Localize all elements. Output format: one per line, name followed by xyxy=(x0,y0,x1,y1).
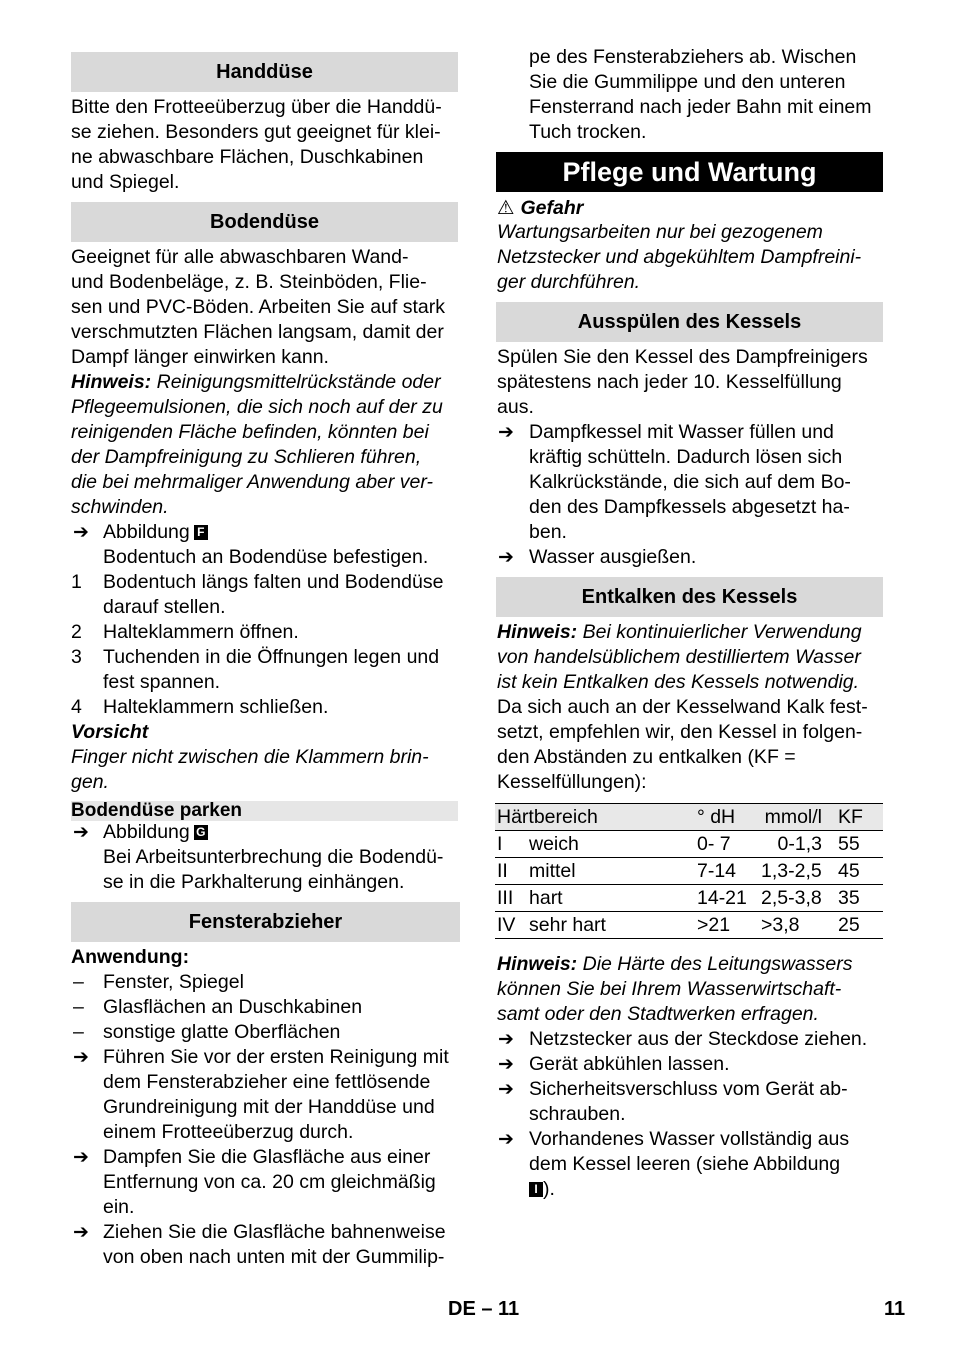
abbildung-ref xyxy=(103,520,208,545)
arrow-item-line: den des Dampfkessels abgesetzt ha- xyxy=(529,496,850,518)
table-cell: 0-1,3 xyxy=(759,831,836,858)
paragraph-line: Kesselfüllungen): xyxy=(497,771,647,793)
hinweis-line: samt oder den Stadtwerken erfragen. xyxy=(497,1003,819,1025)
paragraph-line: spätestens nach jeder 10. Kesselfüllung xyxy=(497,371,842,393)
arrow-icon: ➔ xyxy=(498,1029,514,1050)
table-cell: III xyxy=(495,885,527,912)
gefahr-heading xyxy=(497,196,583,221)
arrow-item-line: Entfernung von ca. 20 cm gleichmäßig xyxy=(103,1171,436,1193)
hinweis-text: Bei kontinuierlicher Verwendung xyxy=(577,621,862,643)
heading-ausspuelen: Ausspülen des Kessels xyxy=(496,302,883,342)
gefahr-line: Netzstecker und abgekühltem Dampfreini- xyxy=(497,246,862,268)
page-footer-center: DE – 11 xyxy=(448,1298,520,1320)
table-cell: II xyxy=(495,858,527,885)
paragraph-line: se in die Parkhalterung einhängen. xyxy=(103,871,405,893)
arrow-item-line: Vorhandenes Wasser vollständig aus xyxy=(529,1128,850,1150)
arrow-item-line: Führen Sie vor der ersten Reinigung mit xyxy=(103,1046,449,1068)
paragraph-line: Tuch trocken. xyxy=(529,121,647,143)
vorsicht-label: Vorsicht xyxy=(71,721,149,743)
table-cell: 7-14 xyxy=(695,858,759,885)
abbildung-label: Abbildung xyxy=(103,521,190,543)
step-text: Halteklammern öffnen. xyxy=(103,621,299,643)
paragraph-line: Bei Arbeitsunterbrechung die Bodendü- xyxy=(103,846,444,868)
step-number: 4 xyxy=(71,696,82,718)
arrow-item-line: Netzstecker aus der Steckdose ziehen. xyxy=(529,1028,868,1050)
table-header: Härtbereich xyxy=(495,804,695,831)
gefahr-line: Wartungsarbeiten nur bei gezogenem xyxy=(497,221,823,243)
abbildung-ref xyxy=(529,1177,555,1202)
arrow-item-line: Dampfen Sie die Glasfläche aus einer xyxy=(103,1146,431,1168)
arrow-item-line: Dampfkessel mit Wasser füllen und xyxy=(529,421,834,443)
table-cell: hart xyxy=(527,885,695,912)
table-cell: 0- 7 xyxy=(695,831,759,858)
abbildung-label: Abbildung xyxy=(103,821,190,843)
arrow-item-line: dem Kessel leeren (siehe Abbildung xyxy=(529,1153,841,1175)
table-cell: 35 xyxy=(836,885,883,912)
closing-paren: ). xyxy=(543,1178,555,1200)
warning-triangle-icon: ⚠ xyxy=(497,197,515,219)
heading-pflege-und-wartung: Pflege und Wartung xyxy=(496,152,883,192)
heading-handduese: Handdüse xyxy=(71,52,458,92)
table-cell: >3,8 xyxy=(759,912,836,939)
table-header: KF xyxy=(836,804,883,831)
table-cell: 14-21 xyxy=(695,885,759,912)
heading-bodenduese: Bodendüse xyxy=(71,202,458,242)
figure-i-icon: I xyxy=(529,1182,543,1197)
paragraph-line: und Spiegel. xyxy=(71,171,180,193)
arrow-icon: ➔ xyxy=(498,422,514,443)
hinweis-line: schwinden. xyxy=(71,496,169,518)
paragraph-line: aus. xyxy=(497,396,534,418)
hinweis-line: können Sie bei Ihrem Wasserwirtschaft- xyxy=(497,978,842,1000)
table-cell: weich xyxy=(527,831,695,858)
hinweis-note xyxy=(71,370,441,395)
paragraph-line: sen und PVC-Böden. Arbeiten Sie auf stark xyxy=(71,296,445,318)
hinweis-line: von handelsüblichem destilliertem Wasser xyxy=(497,646,861,668)
paragraph-line: Bitte den Frotteeüberzug über die Handdü- xyxy=(71,96,442,118)
arrow-item-line: Ziehen Sie die Glasfläche bahnenweise xyxy=(103,1221,446,1243)
paragraph-line: Sie die Gummilippe und den unteren xyxy=(529,71,846,93)
table-cell: 25 xyxy=(836,912,883,939)
figure-f-icon: F xyxy=(194,525,208,540)
arrow-icon: ➔ xyxy=(73,1222,89,1243)
dash-bullet: – xyxy=(73,971,84,993)
hinweis-line: Pflegeemulsionen, die sich noch auf der zu xyxy=(71,396,443,418)
dash-bullet: – xyxy=(73,996,84,1018)
table-header: ° dH xyxy=(695,804,759,831)
hardness-table xyxy=(495,803,883,939)
page-number: 11 xyxy=(884,1298,906,1320)
hinweis-line: die bei mehrmaliger Anwendung aber ver- xyxy=(71,471,434,493)
paragraph-line: Fensterrand nach jeder Bahn mit einem xyxy=(529,96,872,118)
table-cell: mittel xyxy=(527,858,695,885)
table-cell: >21 xyxy=(695,912,759,939)
hinweis-label: Hinweis: xyxy=(497,621,578,643)
step-text: fest spannen. xyxy=(103,671,221,693)
arrow-item-line: Grundreinigung mit der Handdüse und xyxy=(103,1096,435,1118)
hinweis-line: reinigenden Fläche befinden, könnten bei xyxy=(71,421,429,443)
table-row xyxy=(495,858,883,885)
step-text: Tuchenden in die Öffnungen legen und xyxy=(103,646,440,668)
step-number: 2 xyxy=(71,621,82,643)
arrow-icon: ➔ xyxy=(73,1047,89,1068)
table-row xyxy=(495,912,883,939)
dash-bullet: – xyxy=(73,1021,84,1043)
table-cell: IV xyxy=(495,912,527,939)
table-cell: 1,3-2,5 xyxy=(759,858,836,885)
heading-entkalken: Entkalken des Kessels xyxy=(496,577,883,617)
arrow-item-line: schrauben. xyxy=(529,1103,626,1125)
paragraph-line: Geeignet für alle abwaschbaren Wand- xyxy=(71,246,409,268)
step-text: Bodentuch längs falten und Bodendüse xyxy=(103,571,444,593)
paragraph-line: setzt, empfehlen wir, den Kessel in folgen- xyxy=(497,721,863,743)
paragraph-line: verschmutzten Flächen langsam, damit der xyxy=(71,321,444,343)
paragraph-line: se ziehen. Besonders gut geeignet für klei- xyxy=(71,121,441,143)
table-cell: 2,5-3,8 xyxy=(759,885,836,912)
abbildung-ref xyxy=(103,820,208,845)
hinweis-label: Hinweis: xyxy=(497,953,578,975)
paragraph-line: pe des Fensterabziehers ab. Wischen xyxy=(529,46,857,68)
paragraph-line: ne abwaschbare Flächen, Duschkabinen xyxy=(71,146,424,168)
arrow-item-line: einem Frotteeüberzug durch. xyxy=(103,1121,354,1143)
arrow-item-line: Sicherheitsverschluss vom Gerät ab- xyxy=(529,1078,848,1100)
figure-g-icon: G xyxy=(194,825,208,840)
paragraph-line: Spülen Sie den Kessel des Dampfreinigers xyxy=(497,346,868,368)
dash-item: Glasflächen an Duschkabinen xyxy=(103,996,363,1018)
step-number: 3 xyxy=(71,646,82,668)
arrow-icon: ➔ xyxy=(498,547,514,568)
step-text: darauf stellen. xyxy=(103,596,226,618)
hinweis-text: Reinigungsmittelrückstände oder xyxy=(151,371,441,393)
arrow-item-line: ben. xyxy=(529,521,567,543)
arrow-item-line: Kalkrückstände, die sich auf dem Bo- xyxy=(529,471,851,493)
dash-item: Fenster, Spiegel xyxy=(103,971,244,993)
arrow-icon: ➔ xyxy=(498,1054,514,1075)
table-cell: 45 xyxy=(836,858,883,885)
table-cell: I xyxy=(495,831,527,858)
arrow-icon: ➔ xyxy=(498,1079,514,1100)
hinweis-line: ist kein Entkalken des Kessels notwendig. xyxy=(497,671,860,693)
paragraph-line: Da sich auch an der Kesselwand Kalk fest- xyxy=(497,696,868,718)
step-number: 1 xyxy=(71,571,82,593)
arrow-item-line: dem Fensterabzieher eine fettlösende xyxy=(103,1071,431,1093)
heading-fensterabzieher: Fensterabzieher xyxy=(71,902,460,942)
heading-bodenduese-parken: Bodendüse parken xyxy=(71,801,458,821)
paragraph-line: Dampf länger einwirken kann. xyxy=(71,346,329,368)
table-header-row xyxy=(495,804,883,831)
table-cell: sehr hart xyxy=(527,912,695,939)
abbildung-text: Bodentuch an Bodendüse befestigen. xyxy=(103,546,429,568)
hinweis-note xyxy=(497,952,852,977)
table-cell: 55 xyxy=(836,831,883,858)
gefahr-label: Gefahr xyxy=(520,197,584,219)
step-text: Halteklammern schließen. xyxy=(103,696,329,718)
vorsicht-line: gen. xyxy=(71,771,109,793)
vorsicht-line: Finger nicht zwischen die Klammern brin- xyxy=(71,746,429,768)
arrow-item-line: kräftig schütteln. Dadurch lösen sich xyxy=(529,446,843,468)
table-row xyxy=(495,885,883,912)
table-header: mmol/l xyxy=(759,804,836,831)
dash-item: sonstige glatte Oberflächen xyxy=(103,1021,341,1043)
arrow-item-line: Gerät abkühlen lassen. xyxy=(529,1053,730,1075)
anwendung-label: Anwendung: xyxy=(71,946,190,968)
hinweis-label: Hinweis: xyxy=(71,371,152,393)
hinweis-note xyxy=(497,620,862,645)
hinweis-text: Die Härte des Leitungswassers xyxy=(577,953,853,975)
arrow-icon: ➔ xyxy=(73,1147,89,1168)
arrow-item-line: von oben nach unten mit der Gummilip- xyxy=(103,1246,445,1268)
paragraph-line: den Abständen zu entkalken (KF = xyxy=(497,746,796,768)
paragraph-line: und Bodenbeläge, z. B. Steinböden, Flie- xyxy=(71,271,427,293)
table-row xyxy=(495,831,883,858)
arrow-item-line: Wasser ausgießen. xyxy=(529,546,697,568)
hinweis-line: der Dampfreinigung zu Schlieren führen, xyxy=(71,446,422,468)
arrow-item-line: ein. xyxy=(103,1196,135,1218)
arrow-icon: ➔ xyxy=(73,522,89,543)
arrow-icon: ➔ xyxy=(73,822,89,843)
arrow-icon: ➔ xyxy=(498,1129,514,1150)
gefahr-line: ger durchführen. xyxy=(497,271,641,293)
